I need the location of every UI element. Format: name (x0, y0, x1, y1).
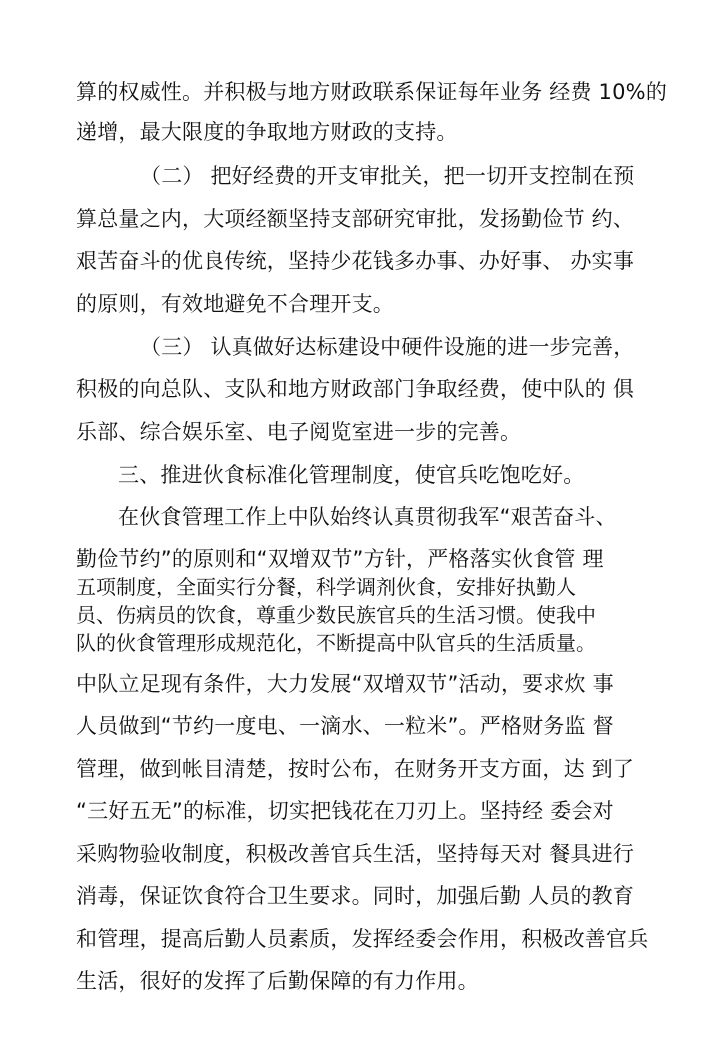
text-line-16: 中队立足现有条件，大力发展“双增双节”活动，要求炊 事 (76, 672, 614, 696)
text-line-4: 算总量之内，大项经额坚持支部研究审批，发扬勤俭节 约、 (76, 207, 635, 231)
text-line-8: 积极的向总队、支队和地方财政部门争取经费，使中队的 俱 (76, 377, 635, 401)
text-line-20: 采购物验收制度，积极改善官兵生活，坚持每天对 餐具进行 (76, 842, 635, 866)
text-line-17: 人员做到“节约一度电、一滴水、一粒米”。严格财务监 督 (76, 714, 614, 738)
text-line-14: 员、伤病员的饮食，尊重少数民族官兵的生活习惯。使我中 (76, 603, 596, 627)
text-line-5: 艰苦奋斗的优良传统，坚持少花钱多办事、办好事、 办实事 (76, 249, 635, 273)
text-line-9: 乐部、综合娱乐室、电子阅览室进一步的完善。 (76, 420, 522, 444)
text-line-2: 递增，最大限度的争取地方财政的支持。 (76, 120, 458, 144)
text-line-21: 消毒，保证饮食符合卫生要求。同时，加强后勤 人员的教育 (76, 884, 635, 908)
text-line-19: “三好五无”的标准，切实把钱花在刀刃上。坚持经 委会对 (76, 799, 614, 823)
text-line-18: 管理，做到帐目清楚，按时公布，在财务开支方面，达 到了 (76, 757, 635, 781)
text-line-7: （三） 认真做好达标建设中硬件设施的进一步完善， (140, 335, 635, 359)
text-line-13: 五项制度，全面实行分餐，科学调剂伙食，安排好执勤人 (76, 575, 576, 599)
text-line-15: 队的伙食管理形成规范化，不断提高中队官兵的生活质量。 (76, 631, 596, 655)
text-line-12: 勤俭节约”的原则和“双增双节”方针，严格落实伙食管 理 (76, 547, 604, 571)
section-heading-3: 三、推进伙食标准化管理制度，使官兵吃饱吃好。 (118, 463, 585, 487)
text-line-11: 在伙食管理工作上中队始终认真贯彻我军“艰苦奋斗、 (118, 505, 617, 529)
text-line-1: 算的权威性。并积极与地方财政联系保证每年业务 经费 10%的 (76, 80, 668, 104)
text-line-3: （二） 把好经费的开支审批关，把一切开支控制在预 (140, 164, 635, 188)
text-line-6: 的原则，有效地避免不合理开支。 (76, 292, 394, 316)
text-line-23: 生活，很好的发挥了后勤保障的有力作用。 (76, 969, 479, 993)
text-line-22: 和管理，提高后勤人员素质，发挥经委会作用，积极改善官兵 (76, 927, 649, 951)
